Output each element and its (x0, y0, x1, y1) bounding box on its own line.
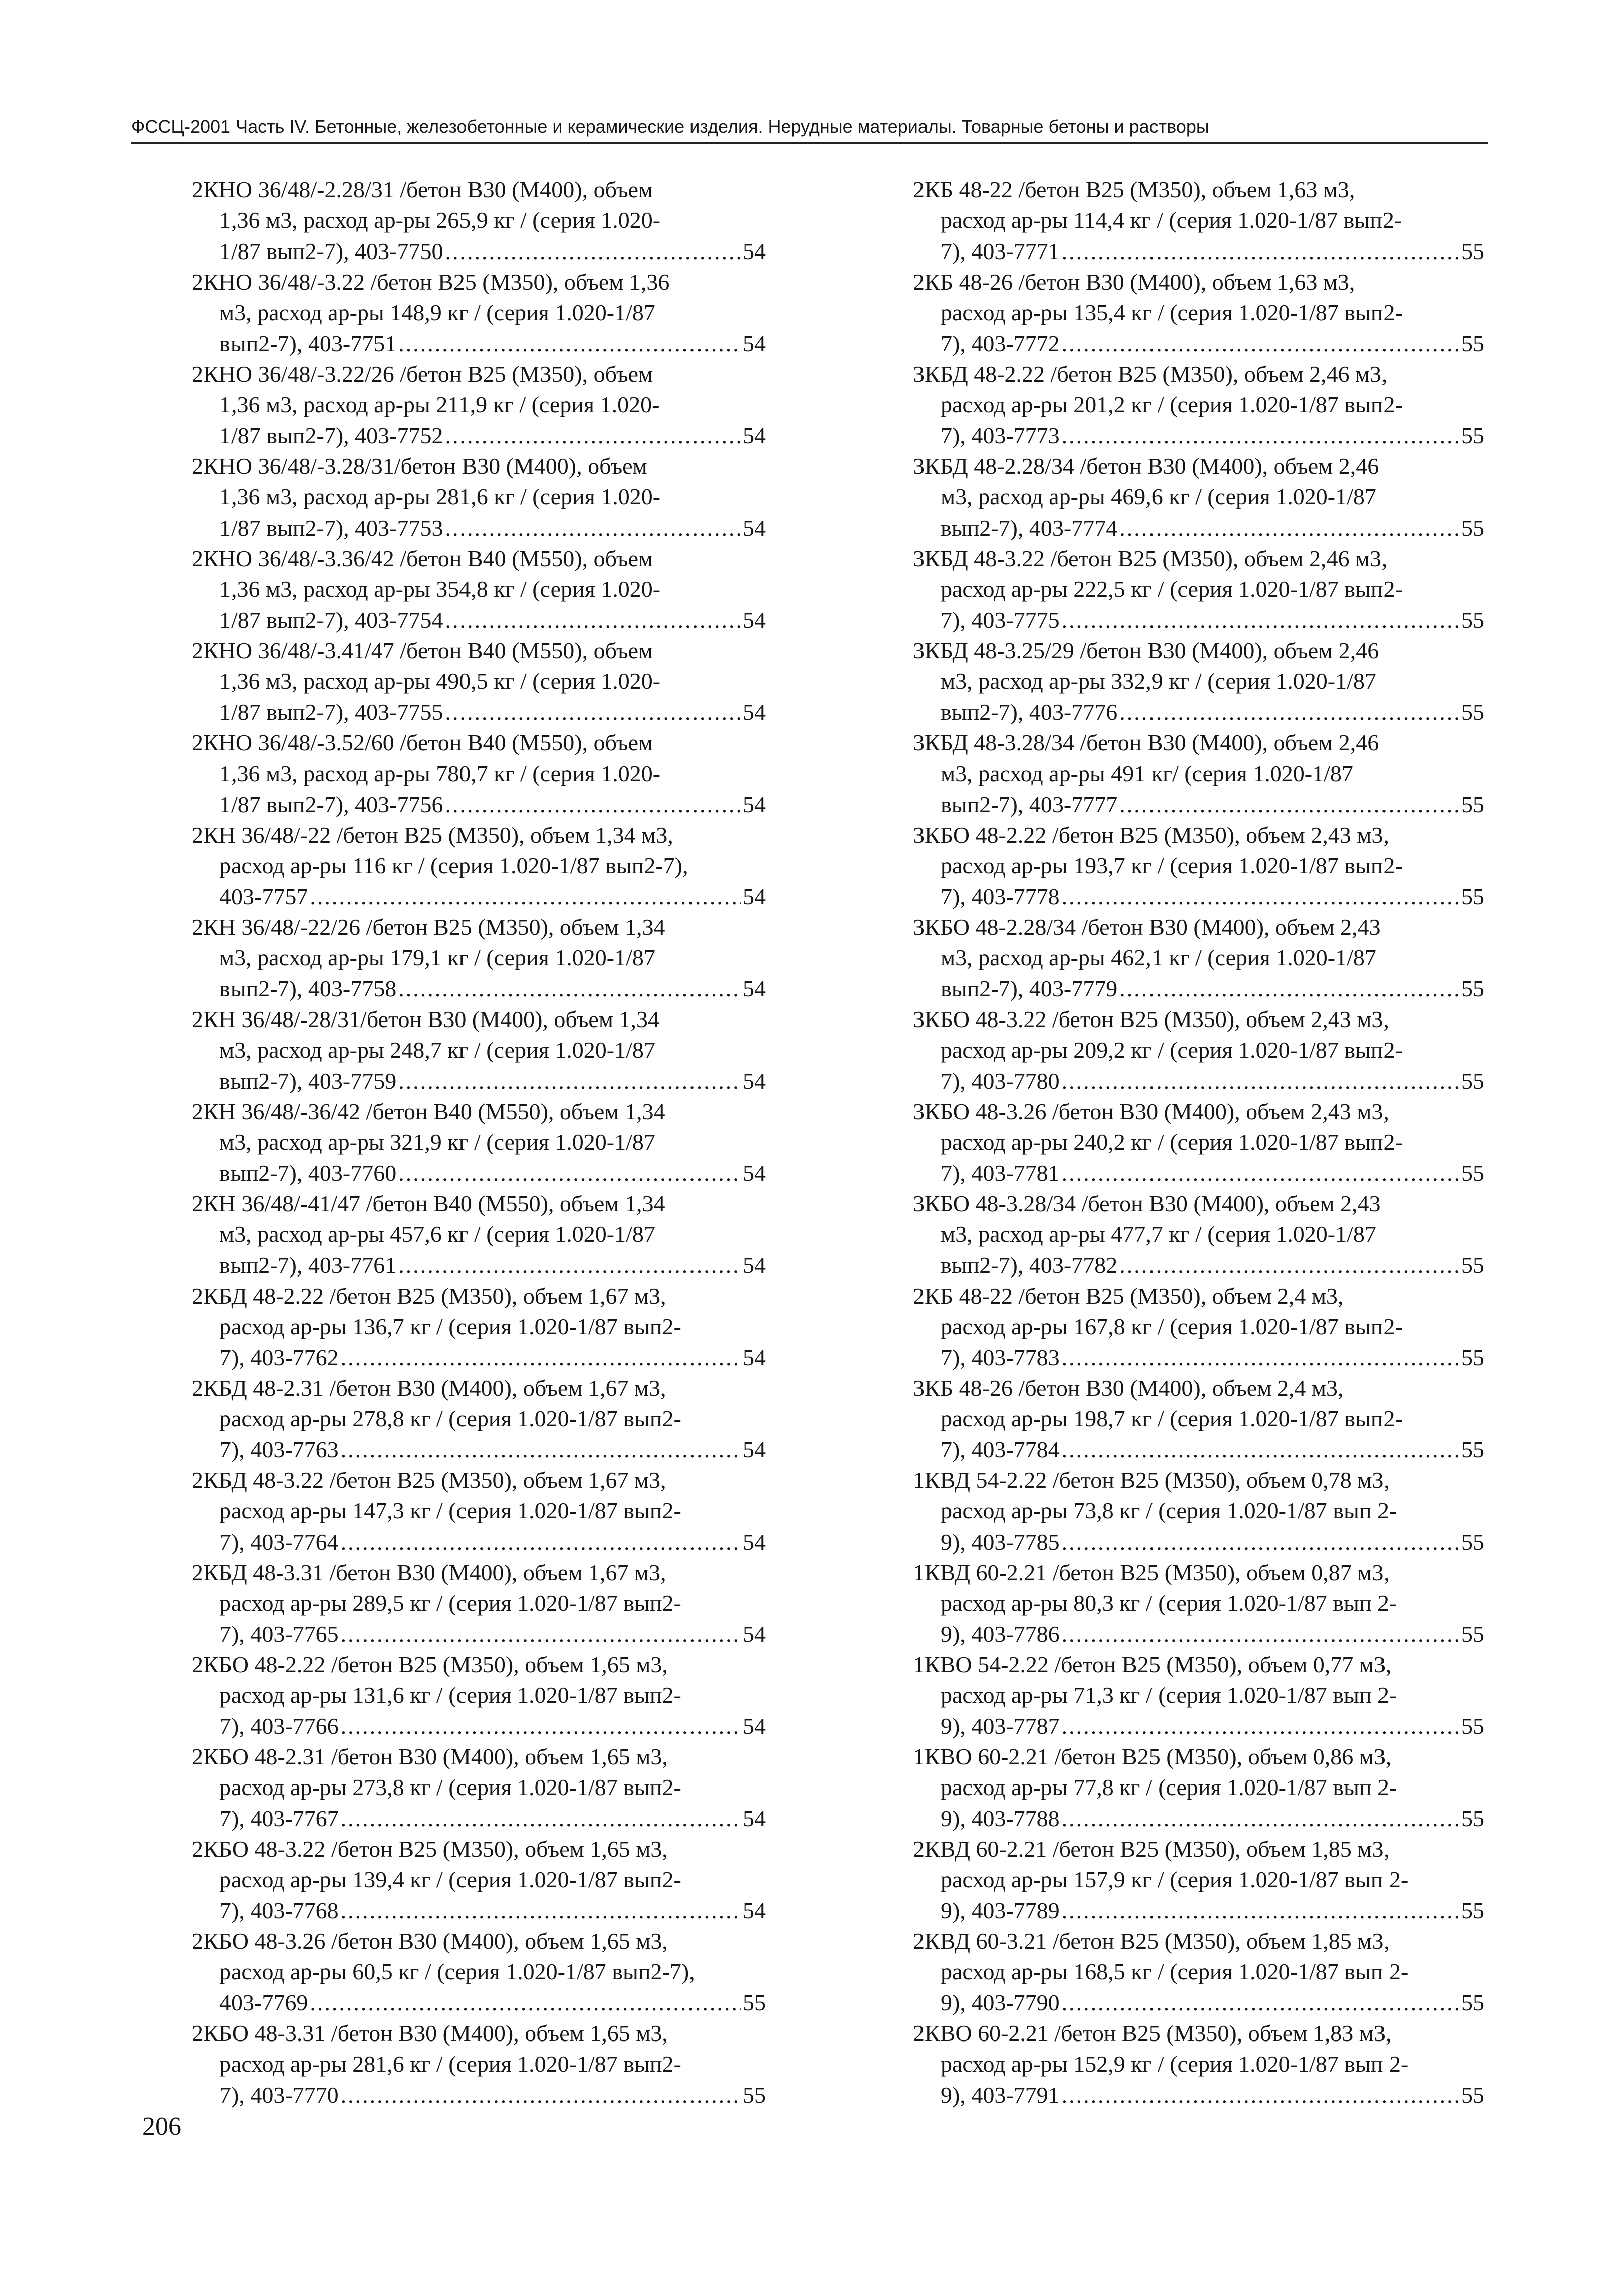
entry-line: 1,36 м3, расход ар-ры 211,9 кг / (серия 1.020- (219, 392, 660, 418)
entry-last-line (192, 1619, 766, 1649)
dot-leader (1062, 1158, 1459, 1188)
index-entry (913, 1281, 1484, 1373)
entry-page-ref: 54 (743, 699, 766, 725)
entry-line: 2КНО 36/48/-3.41/47 /бетон В40 (М550), объем (192, 638, 653, 663)
entry-page-ref: 55 (1461, 607, 1484, 633)
entry-line: м3, расход ар-ры 469,6 кг / (серия 1.020-1/87 (941, 484, 1376, 510)
entry-page-ref: 54 (743, 1621, 766, 1647)
entry-line: 1/87 вып2-7), 403-7752 (219, 422, 443, 448)
entry-page-ref: 55 (1461, 1713, 1484, 1739)
entry-page-ref: 55 (1461, 975, 1484, 1001)
entry-line: расход ар-ры 240,2 кг / (серия 1.020-1/87 вып2- (941, 1129, 1403, 1155)
entry-line: м3, расход ар-ры 179,1 кг / (серия 1.020-1/87 (219, 945, 655, 971)
entry-line: 7), 403-7771 (941, 238, 1060, 264)
entry-page-ref: 55 (1461, 422, 1484, 448)
entry-line: 1КВО 54-2.22 /бетон В25 (М350), объем 0,77 м3, (913, 1652, 1392, 1677)
entry-page-ref: 54 (743, 1160, 766, 1186)
entry-line: 2КВО 60-2.21 /бетон В25 (М350), объем 1,83 м3, (913, 2020, 1392, 2046)
dot-leader (445, 605, 741, 635)
entry-last-line (913, 420, 1484, 451)
entry-line: 7), 403-7765 (219, 1621, 339, 1647)
entry-page-ref: 55 (1461, 1068, 1484, 1094)
index-entry (192, 1741, 766, 1834)
entry-line: вып2-7), 403-7759 (219, 1068, 397, 1094)
dot-leader (445, 697, 741, 727)
index-entry (913, 1926, 1484, 2018)
dot-leader (1062, 1987, 1459, 2018)
entry-line: 3КБД 48-2.28/34 /бетон В30 (М400), объем 2,46 (913, 453, 1379, 479)
entry-line: расход ар-ры 289,5 кг / (серия 1.020-1/87 вып2- (219, 1590, 681, 1616)
entry-line: 2КНО 36/48/-3.22 /бетон В25 (М350), объем 1,36 (192, 269, 670, 295)
entry-page-ref: 55 (1461, 515, 1484, 541)
entry-page-ref: 55 (1461, 330, 1484, 356)
entry-line: расход ар-ры 152,9 кг / (серия 1.020-1/87 вып 2- (941, 2051, 1409, 2077)
entry-page-ref: 54 (743, 1068, 766, 1094)
index-entry (913, 1373, 1484, 1465)
entry-line: 7), 403-7766 (219, 1713, 339, 1739)
entry-page-ref: 55 (1461, 238, 1484, 264)
dot-leader (398, 1158, 741, 1188)
entry-page-ref: 55 (743, 1989, 766, 2015)
entry-line: м3, расход ар-ры 248,7 кг / (серия 1.020-1/87 (219, 1037, 655, 1063)
entry-line: 2КВД 60-2.21 /бетон В25 (М350), объем 1,85 м3, (913, 1836, 1390, 1862)
entry-page-ref: 54 (743, 330, 766, 356)
entry-line: расход ар-ры 193,7 кг / (серия 1.020-1/87 вып2- (941, 853, 1403, 879)
entry-line: вып2-7), 403-7782 (941, 1252, 1118, 1278)
entry-line: вып2-7), 403-7774 (941, 515, 1118, 541)
dot-leader (1062, 1895, 1459, 1926)
entry-line: 3КБО 48-3.26 /бетон В30 (М400), объем 2,43 м3, (913, 1099, 1389, 1124)
entry-line: 2КНО 36/48/-3.22/26 /бетон В25 (М350), объем (192, 361, 653, 387)
entry-last-line (913, 973, 1484, 1004)
dot-leader (1062, 605, 1459, 635)
entry-last-line (192, 1434, 766, 1465)
entry-last-line (192, 1803, 766, 1834)
index-entry (192, 1834, 766, 1926)
entry-line: 2КБД 48-2.31 /бетон В30 (М400), объем 1,67 м3, (192, 1375, 666, 1401)
entry-line: 3КБД 48-3.28/34 /бетон В30 (М400), объем 2,46 (913, 730, 1379, 755)
entry-line: 2КБО 48-3.22 /бетон В25 (М350), объем 1,65 м3, (192, 1836, 668, 1862)
entry-page-ref: 55 (1461, 1989, 1484, 2015)
entry-page-ref: 54 (743, 515, 766, 541)
index-entry (192, 451, 766, 543)
entry-line: расход ар-ры 201,2 кг / (серия 1.020-1/87 вып2- (941, 392, 1403, 418)
entry-line: вып2-7), 403-7777 (941, 791, 1118, 817)
index-entry (192, 912, 766, 1004)
entry-line: расход ар-ры 157,9 кг / (серия 1.020-1/87 вып 2- (941, 1867, 1409, 1893)
entry-line: расход ар-ры 131,6 кг / (серия 1.020-1/87 вып2- (219, 1682, 681, 1708)
entry-line: 1,36 м3, расход ар-ры 490,5 кг / (серия 1.020- (219, 668, 661, 694)
entry-page-ref: 55 (1461, 1528, 1484, 1555)
entry-line: 1,36 м3, расход ар-ры 281,6 кг / (серия 1.020- (219, 484, 661, 510)
entry-page-ref: 54 (743, 791, 766, 817)
entry-line: 403-7757 (219, 883, 308, 909)
entry-page-ref: 54 (743, 975, 766, 1001)
entry-line: 2КБД 48-3.31 /бетон В30 (М400), объем 1,67 м3, (192, 1560, 666, 1585)
entry-last-line (913, 236, 1484, 267)
entry-last-line (913, 697, 1484, 727)
entry-last-line (192, 1526, 766, 1557)
entry-line: м3, расход ар-ры 332,9 кг / (серия 1.020-1/87 (941, 668, 1376, 694)
index-entry (913, 267, 1484, 359)
entry-page-ref: 55 (1461, 1621, 1484, 1647)
entry-line: расход ар-ры 222,5 кг / (серия 1.020-1/87 вып2- (941, 576, 1403, 602)
index-entry (192, 543, 766, 635)
entry-line: 9), 403-7788 (941, 1805, 1060, 1831)
entry-last-line (913, 328, 1484, 359)
dot-leader (398, 1066, 741, 1096)
entry-line: 7), 403-7781 (941, 1160, 1060, 1186)
dot-leader (1119, 1250, 1459, 1281)
index-entry (913, 1004, 1484, 1096)
entry-line: 7), 403-7768 (219, 1897, 339, 1923)
dot-leader (341, 1619, 741, 1649)
entry-line: расход ар-ры 278,8 кг / (серия 1.020-1/87 вып2- (219, 1406, 681, 1432)
index-entry (913, 727, 1484, 820)
entry-line: 2КНО 36/48/-3.36/42 /бетон В40 (М550), объем (192, 546, 653, 571)
entry-last-line (913, 1342, 1484, 1373)
entry-line: расход ар-ры 71,3 кг / (серия 1.020-1/87 вып 2- (941, 1682, 1397, 1708)
entry-page-ref: 54 (743, 607, 766, 633)
entry-line: 2КН 36/48/-36/42 /бетон В40 (М550), объем 1,34 (192, 1099, 665, 1124)
entry-line: расход ар-ры 198,7 кг / (серия 1.020-1/87 вып2- (941, 1406, 1403, 1432)
entry-line: 9), 403-7786 (941, 1621, 1060, 1647)
dot-leader (398, 1250, 741, 1281)
dot-leader (1119, 513, 1459, 543)
left-index-column (192, 174, 766, 2110)
entry-last-line (192, 1987, 766, 2018)
entry-line: расход ар-ры 114,4 кг / (серия 1.020-1/87 вып2- (941, 207, 1402, 233)
entry-page-ref: 54 (743, 422, 766, 448)
entry-line: 9), 403-7787 (941, 1713, 1060, 1739)
entry-page-ref: 54 (743, 1252, 766, 1278)
index-entry (192, 1649, 766, 1741)
entry-line: расход ар-ры 147,3 кг / (серия 1.020-1/87 вып2- (219, 1498, 681, 1524)
entry-last-line (192, 881, 766, 912)
entry-page-ref: 55 (1461, 2082, 1484, 2108)
entry-line: вып2-7), 403-7776 (941, 699, 1118, 725)
dot-leader (1062, 1342, 1459, 1373)
entry-page-ref: 55 (1461, 791, 1484, 817)
entry-last-line (913, 1803, 1484, 1834)
entry-line: 1КВД 60-2.21 /бетон В25 (М350), объем 0,87 м3, (913, 1560, 1390, 1585)
entry-last-line (192, 1895, 766, 1926)
entry-line: расход ар-ры 80,3 кг / (серия 1.020-1/87 вып 2- (941, 1590, 1397, 1616)
entry-line: 9), 403-7789 (941, 1897, 1060, 1923)
entry-page-ref: 54 (743, 1805, 766, 1831)
entry-line: 9), 403-7785 (941, 1528, 1060, 1555)
entry-line: 3КБО 48-3.28/34 /бетон В30 (М400), объем 2,43 (913, 1191, 1381, 1216)
entry-page-ref: 54 (743, 883, 766, 909)
index-entry (913, 1188, 1484, 1281)
dot-leader (341, 1895, 741, 1926)
entry-line: м3, расход ар-ры 477,7 кг / (серия 1.020-1/87 (941, 1221, 1376, 1247)
entry-line: 3КБ 48-26 /бетон В30 (М400), объем 2,4 м3, (913, 1375, 1344, 1401)
entry-line: расход ар-ры 167,8 кг / (серия 1.020-1/87 вып2- (941, 1314, 1403, 1340)
entry-line: 403-7769 (219, 1989, 308, 2015)
dot-leader (1062, 328, 1459, 359)
entry-last-line (913, 1066, 1484, 1096)
entry-line: м3, расход ар-ры 491 кг/ (серия 1.020-1/87 (941, 760, 1353, 787)
entry-line: м3, расход ар-ры 462,1 кг / (серия 1.020-1/87 (941, 945, 1376, 971)
entry-line: 2КН 36/48/-28/31/бетон В30 (М400), объем 1,34 (192, 1006, 659, 1032)
entry-line: м3, расход ар-ры 457,6 кг / (серия 1.020-1/87 (219, 1221, 655, 1247)
entry-last-line (913, 1711, 1484, 1741)
dot-leader (1062, 1434, 1459, 1465)
entry-line: 7), 403-7770 (219, 2082, 339, 2108)
entry-last-line (913, 2080, 1484, 2110)
entry-last-line (913, 1250, 1484, 1281)
entry-line: 2КНО 36/48/-2.28/31 /бетон В30 (М400), объем (192, 177, 653, 202)
entry-last-line (913, 1526, 1484, 1557)
entry-line: расход ар-ры 209,2 кг / (серия 1.020-1/87 вып2- (941, 1037, 1403, 1063)
index-entry (192, 1373, 766, 1465)
entry-line: 2КНО 36/48/-3.52/60 /бетон В40 (М550), объем (192, 730, 653, 755)
dot-leader (1119, 697, 1459, 727)
dot-leader (398, 328, 741, 359)
entry-page-ref: 54 (743, 1344, 766, 1370)
right-index-column (913, 174, 1484, 2110)
entry-line: 9), 403-7790 (941, 1989, 1060, 2015)
entry-line: расход ар-ры 168,5 кг / (серия 1.020-1/87 вып 2- (941, 1959, 1409, 1985)
entry-page-ref: 54 (743, 1713, 766, 1739)
dot-leader (445, 789, 741, 820)
entry-line: расход ар-ры 136,7 кг / (серия 1.020-1/87 вып2- (219, 1314, 681, 1340)
entry-line: 2КБО 48-3.31 /бетон В30 (М400), объем 1,65 м3, (192, 2020, 668, 2046)
dot-leader (1062, 236, 1459, 267)
index-entry (913, 2018, 1484, 2110)
entry-line: 7), 403-7767 (219, 1805, 339, 1831)
entry-last-line (192, 2080, 766, 2110)
index-entry (192, 1004, 766, 1096)
entry-page-ref: 55 (1461, 699, 1484, 725)
dot-leader (1062, 1619, 1459, 1649)
dot-leader (1062, 1526, 1459, 1557)
entry-last-line (192, 1250, 766, 1281)
entry-last-line (913, 513, 1484, 543)
entry-last-line (192, 1711, 766, 1741)
dot-leader (310, 881, 741, 912)
entry-line: 2КН 36/48/-22 /бетон В25 (М350), объем 1,34 м3, (192, 822, 673, 848)
entry-last-line (913, 605, 1484, 635)
entry-line: 7), 403-7778 (941, 883, 1060, 909)
index-entry (913, 1557, 1484, 1649)
entry-line: 1,36 м3, расход ар-ры 265,9 кг / (серия 1.020- (219, 207, 661, 233)
entry-last-line (192, 605, 766, 635)
dot-leader (310, 1987, 741, 2018)
index-entry (192, 1281, 766, 1373)
index-entry (192, 1096, 766, 1188)
entry-line: расход ар-ры 281,6 кг / (серия 1.020-1/87 вып2- (219, 2051, 681, 2077)
entry-line: 7), 403-7763 (219, 1436, 339, 1462)
entry-last-line (913, 1158, 1484, 1188)
index-entry (913, 1741, 1484, 1834)
entry-line: 9), 403-7791 (941, 2082, 1060, 2108)
dot-leader (341, 2080, 741, 2110)
entry-last-line (913, 1895, 1484, 1926)
dot-leader (1062, 420, 1459, 451)
entry-last-line (913, 1987, 1484, 2018)
dot-leader (341, 1711, 741, 1741)
entry-page-ref: 55 (1461, 1897, 1484, 1923)
index-entry (913, 1834, 1484, 1926)
dot-leader (445, 420, 741, 451)
entry-last-line (913, 881, 1484, 912)
entry-line: 7), 403-7784 (941, 1436, 1060, 1462)
index-entry (192, 267, 766, 359)
entry-line: 2КБО 48-2.31 /бетон В30 (М400), объем 1,65 м3, (192, 1744, 668, 1769)
entry-line: расход ар-ры 73,8 кг / (серия 1.020-1/87 вып 2- (941, 1498, 1397, 1524)
dot-leader (341, 1526, 741, 1557)
entry-last-line (192, 1066, 766, 1096)
entry-last-line (192, 328, 766, 359)
entry-line: 1/87 вып2-7), 403-7756 (219, 791, 443, 817)
index-entry (192, 1465, 766, 1557)
dot-leader (341, 1434, 741, 1465)
dot-leader (1062, 881, 1459, 912)
entry-line: 1/87 вып2-7), 403-7753 (219, 515, 443, 541)
entry-line: 2КБД 48-2.22 /бетон В25 (М350), объем 1,67 м3, (192, 1283, 666, 1309)
entry-line: 2КБО 48-3.26 /бетон В30 (М400), объем 1,65 м3, (192, 1928, 668, 1954)
entry-line: 7), 403-7772 (941, 330, 1060, 356)
entry-line: вып2-7), 403-7760 (219, 1160, 397, 1186)
entry-line: 3КБД 48-3.22 /бетон В25 (М350), объем 2,46 м3, (913, 546, 1388, 571)
entry-line: расход ар-ры 60,5 кг / (серия 1.020-1/87 вып2-7), (219, 1959, 695, 1985)
dot-leader (1062, 2080, 1459, 2110)
entry-line: 1/87 вып2-7), 403-7755 (219, 699, 443, 725)
entry-line: 7), 403-7775 (941, 607, 1060, 633)
entry-line: 7), 403-7773 (941, 422, 1060, 448)
entry-line: вып2-7), 403-7761 (219, 1252, 397, 1278)
entry-line: 1,36 м3, расход ар-ры 354,8 кг / (серия 1.020- (219, 576, 661, 602)
index-entry (913, 543, 1484, 635)
entry-line: 7), 403-7762 (219, 1344, 339, 1370)
entry-line: расход ар-ры 273,8 кг / (серия 1.020-1/87 вып2- (219, 1774, 681, 1801)
entry-line: 1КВД 54-2.22 /бетон В25 (М350), объем 0,78 м3, (913, 1467, 1390, 1493)
entry-line: 3КБО 48-3.22 /бетон В25 (М350), объем 2,43 м3, (913, 1006, 1389, 1032)
index-entry (192, 1188, 766, 1281)
entry-page-ref: 55 (1461, 1344, 1484, 1370)
index-entry (913, 174, 1484, 267)
entry-line: 2КН 36/48/-41/47 /бетон В40 (М550), объем 1,34 (192, 1191, 665, 1216)
entry-line: 1/87 вып2-7), 403-7754 (219, 607, 443, 633)
entry-line: 2КВД 60-3.21 /бетон В25 (М350), объем 1,85 м3, (913, 1928, 1390, 1954)
entry-last-line (192, 973, 766, 1004)
entry-line: 7), 403-7783 (941, 1344, 1060, 1370)
index-entry (192, 2018, 766, 2110)
entry-page-ref: 55 (743, 2082, 766, 2108)
dot-leader (1062, 1711, 1459, 1741)
index-entry (192, 820, 766, 912)
entry-last-line (913, 1434, 1484, 1465)
entry-line: вып2-7), 403-7758 (219, 975, 397, 1001)
entry-last-line (192, 697, 766, 727)
entry-line: 2КБ 48-22 /бетон В25 (М350), объем 2,4 м3, (913, 1283, 1344, 1309)
entry-line: расход ар-ры 77,8 кг / (серия 1.020-1/87 вып 2- (941, 1774, 1397, 1801)
entry-line: вып2-7), 403-7779 (941, 975, 1118, 1001)
entry-line: вып2-7), 403-7751 (219, 330, 397, 356)
index-entry (913, 1649, 1484, 1741)
entry-last-line (192, 236, 766, 267)
dot-leader (341, 1803, 741, 1834)
index-entry (913, 1465, 1484, 1557)
dot-leader (1062, 1066, 1459, 1096)
dot-leader (445, 236, 741, 267)
entry-page-ref: 55 (1461, 883, 1484, 909)
entry-page-ref: 54 (743, 1528, 766, 1555)
entry-line: 2КБ 48-26 /бетон В30 (М400), объем 1,63 м3, (913, 269, 1355, 295)
dot-leader (1119, 973, 1459, 1004)
entry-last-line (192, 1158, 766, 1188)
dot-leader (341, 1342, 741, 1373)
index-entry (192, 174, 766, 267)
entry-line: 1КВО 60-2.21 /бетон В25 (М350), объем 0,86 м3, (913, 1744, 1392, 1769)
dot-leader (1062, 1803, 1459, 1834)
index-entry (192, 635, 766, 727)
entry-line: м3, расход ар-ры 148,9 кг / (серия 1.020-1/87 (219, 300, 655, 326)
entry-last-line (192, 789, 766, 820)
index-entry (913, 820, 1484, 912)
index-entry (192, 359, 766, 451)
entry-line: 2КБД 48-3.22 /бетон В25 (М350), объем 1,67 м3, (192, 1467, 666, 1493)
index-entry (913, 359, 1484, 451)
entry-last-line (913, 1619, 1484, 1649)
index-entry (192, 727, 766, 820)
entry-line: 3КБО 48-2.28/34 /бетон В30 (М400), объем 2,43 (913, 914, 1381, 940)
dot-leader (398, 973, 741, 1004)
entry-page-ref: 54 (743, 1897, 766, 1923)
entry-page-ref: 55 (1461, 1805, 1484, 1831)
entry-line: 2КНО 36/48/-3.28/31/бетон В30 (М400), объем (192, 453, 647, 479)
page-number: 206 (142, 2112, 181, 2141)
index-entry (192, 1557, 766, 1649)
entry-line: 3КБО 48-2.22 /бетон В25 (М350), объем 2,43 м3, (913, 822, 1389, 848)
entry-line: 2КБО 48-2.22 /бетон В25 (М350), объем 1,65 м3, (192, 1652, 668, 1677)
entry-line: м3, расход ар-ры 321,9 кг / (серия 1.020-1/87 (219, 1129, 655, 1155)
entry-page-ref: 55 (1461, 1252, 1484, 1278)
entry-last-line (192, 1342, 766, 1373)
entry-page-ref: 55 (1461, 1436, 1484, 1462)
entry-line: 1,36 м3, расход ар-ры 780,7 кг / (серия 1.020- (219, 760, 661, 787)
index-entry (913, 451, 1484, 543)
entry-line: 3КБД 48-3.25/29 /бетон В30 (М400), объем 2,46 (913, 638, 1379, 663)
index-entry (913, 912, 1484, 1004)
entry-line: 7), 403-7764 (219, 1528, 339, 1555)
dot-leader (1119, 789, 1459, 820)
entry-line: 2КБ 48-22 /бетон В25 (М350), объем 1,63 м3, (913, 177, 1355, 202)
entry-line: 3КБД 48-2.22 /бетон В25 (М350), объем 2,46 м3, (913, 361, 1388, 387)
entry-page-ref: 54 (743, 1436, 766, 1462)
entry-last-line (192, 513, 766, 543)
entry-last-line (913, 789, 1484, 820)
entry-line: расход ар-ры 135,4 кг / (серия 1.020-1/87 вып2- (941, 300, 1403, 326)
entry-line: расход ар-ры 116 кг / (серия 1.020-1/87 вып2-7), (219, 853, 688, 879)
entry-line: расход ар-ры 139,4 кг / (серия 1.020-1/87 вып2- (219, 1867, 681, 1893)
dot-leader (445, 513, 741, 543)
entry-page-ref: 54 (743, 238, 766, 264)
entry-page-ref: 55 (1461, 1160, 1484, 1186)
index-entry (913, 635, 1484, 727)
entry-line: 1/87 вып2-7), 403-7750 (219, 238, 443, 264)
entry-last-line (192, 420, 766, 451)
index-entry (192, 1926, 766, 2018)
entry-line: 2КН 36/48/-22/26 /бетон В25 (М350), объем 1,34 (192, 914, 665, 940)
index-entry (913, 1096, 1484, 1188)
running-header: ФССЦ-2001 Часть IV. Бетонные, железобетонные и керамические изделия. Нерудные материалы. Товарные бетоны и растворы (131, 114, 1488, 144)
entry-line: 7), 403-7780 (941, 1068, 1060, 1094)
